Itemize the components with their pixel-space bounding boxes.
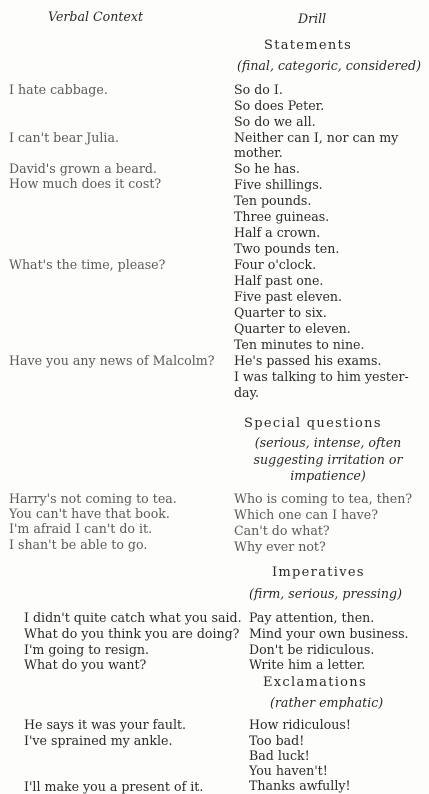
context-line: How much does it cost? [9,176,162,191]
context-line: I hate cabbage. [9,82,108,97]
context-line: David's grown a beard. [9,161,157,176]
drill-line: He's passed his exams. [234,353,382,368]
drill-line: So do I. [234,82,283,97]
drill-line: day. [234,385,260,400]
context-line: I've sprained my ankle. [24,733,173,748]
section-subheading-statements: (final, categoric, considered) [237,58,421,73]
drill-line: Write him a letter. [249,657,366,672]
drill-line: mother. [234,145,283,160]
drill-line: How ridiculous! [249,717,351,732]
drill-line: Three guineas. [234,209,330,224]
drill-line: Quarter to eleven. [234,321,351,336]
context-line: I can't bear Julia. [9,130,119,145]
header-verbal-context: Verbal Context [48,9,144,24]
drill-line: So do we all. [234,114,316,129]
drill-line: Bad luck! [249,748,310,763]
section-subheading-special: impatience) [290,468,366,483]
context-line: He says it was your fault. [24,717,187,732]
context-line: Have you any news of Malcolm? [9,353,215,368]
section-heading-imperatives: Imperatives [272,565,365,580]
drill-line: Ten minutes to nine. [234,337,365,352]
drill-line: Why ever not? [234,539,326,554]
section-subheading-special: (serious, intense, often [254,435,402,450]
drill-line: Neither can I, nor can my [234,130,399,145]
drill-line: Can't do what? [234,523,330,538]
drill-line: So does Peter. [234,98,325,113]
context-line: What do you want? [24,657,147,672]
drill-line: Who is coming to tea, then? [234,491,413,506]
drill-line: I was talking to him yester- [234,369,409,384]
section-heading-special-questions: Special questions [244,416,382,431]
context-line: What's the time, please? [9,257,166,272]
drill-line: Ten pounds. [234,193,312,208]
drill-line: Thanks awfully! [249,778,351,793]
section-heading-statements: Statements [264,38,353,53]
drill-line: Quarter to six. [234,305,327,320]
context-line: What do you think you are doing? [24,626,240,641]
section-heading-exclamations: Exclamations [263,675,367,690]
context-line: I'm afraid I can't do it. [9,521,153,536]
context-line: I'll make you a present of it. [24,779,204,794]
drill-line: Four o'clock. [234,257,317,272]
section-subheading-imperatives: (firm, serious, pressing) [249,586,402,601]
drill-line: Too bad! [249,733,305,748]
drill-line: Five shillings. [234,177,323,192]
drill-line: You haven't! [249,763,328,778]
context-line: I didn't quite catch what you said. [24,610,242,625]
context-line: You can't have that book. [9,506,170,521]
context-line: I shan't be able to go. [9,537,148,552]
section-subheading-special: suggesting irritation or [253,452,403,467]
drill-line: Pay attention, then. [249,610,375,625]
drill-line: Mind your own business. [249,626,409,641]
drill-line: Which one can I have? [234,507,378,522]
drill-line: So he has. [234,161,300,176]
header-drill: Drill [298,11,327,26]
drill-line: Half past one. [234,273,324,288]
drill-line: Half a crown. [234,225,321,240]
drill-line: Two pounds ten. [234,241,340,256]
context-line: I'm going to resign. [24,642,150,657]
section-subheading-exclamations: (rather emphatic) [270,695,384,710]
context-line: Harry's not coming to tea. [9,491,177,506]
drill-line: Don't be ridiculous. [249,642,375,657]
drill-line: Five past eleven. [234,289,343,304]
